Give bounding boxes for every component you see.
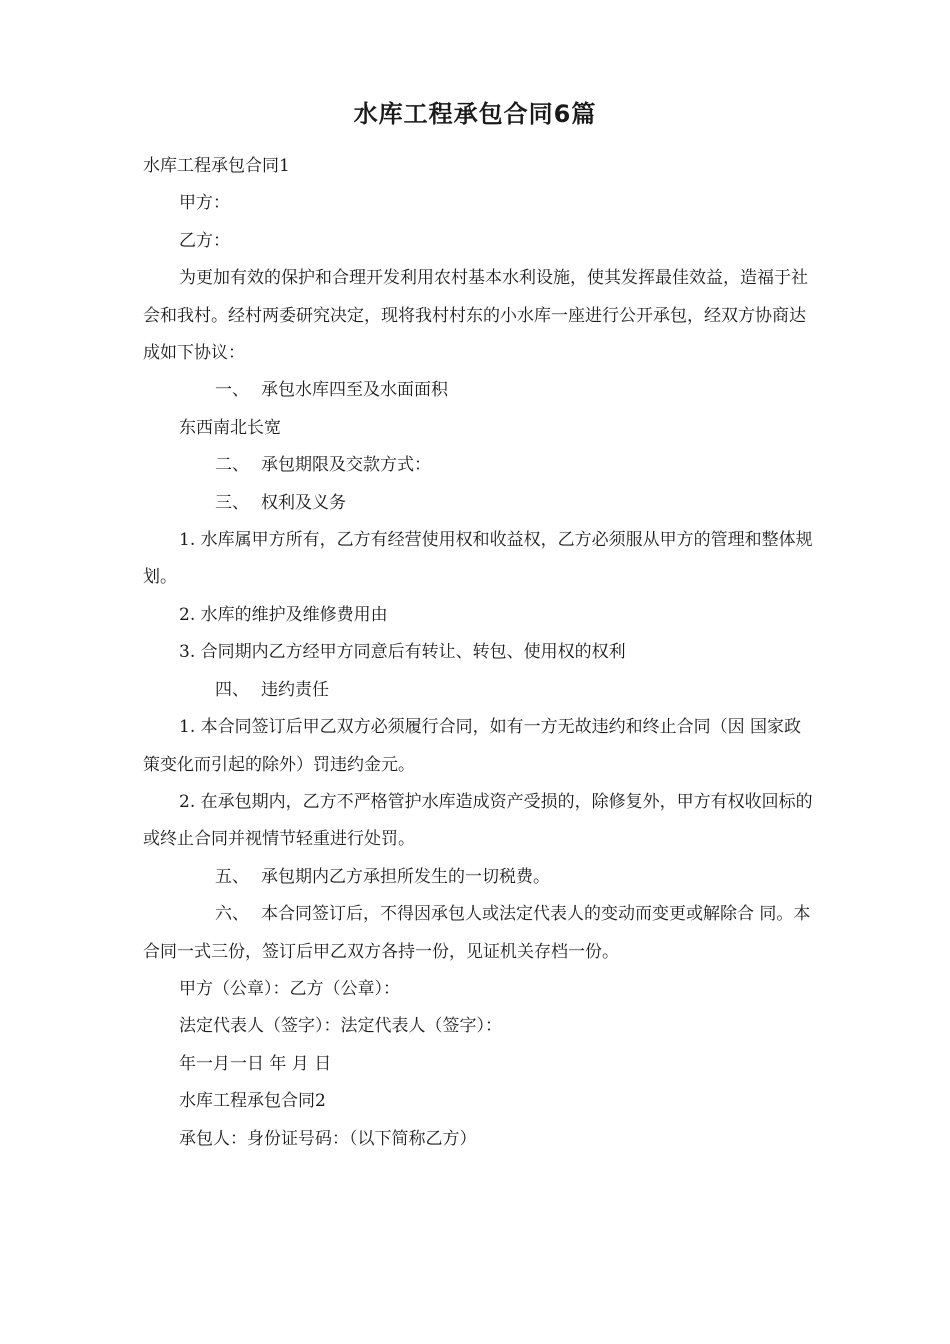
paragraph-text: 为更加有效的保护和合理开发利用农村基本水利设施，使其发挥最佳效益，造福于社会和我村。经村两委研究决定，现将我村村东的小水库一座进行公开承包，经双方协商达成如下协议： (143, 268, 808, 364)
paragraph-text: 2. 水库的维护及维修费用由 (179, 604, 388, 625)
party-a-line (143, 185, 813, 222)
clause-6 (143, 896, 813, 971)
clause-4 (143, 672, 813, 709)
clause-number: 三、 (215, 492, 249, 513)
clause-number: 四、 (215, 679, 249, 700)
sub-item-3-3 (143, 634, 813, 671)
preamble-paragraph (143, 260, 813, 372)
document-body (143, 148, 813, 1158)
paragraph-text: 甲方（公章）：乙方（公章）： (179, 978, 400, 999)
clause-text: 违约责任 (261, 679, 329, 700)
party-b-line (143, 223, 813, 260)
section-heading-2 (143, 1083, 813, 1120)
paragraph-text: 水库工程承包合同2 (179, 1091, 326, 1112)
paragraph-text: 3. 合同期内乙方经甲方同意后有转让、转包、使用权的权利 (179, 642, 626, 663)
paragraph-text: 2. 在承包期内，乙方不严格管护水库造成资产受损的，除修复外，甲方有权收回标的或终止合同并视情节轻重进行处罚。 (143, 791, 813, 850)
signature-line (143, 1008, 813, 1045)
paragraph-text: 法定代表人（签字）：法定代表人（签字）： (179, 1016, 502, 1037)
sub-item-4-2 (143, 784, 813, 859)
paragraph-text: 年一月一日 年 月 日 (179, 1053, 332, 1074)
paragraph-text: 甲方： (179, 193, 230, 214)
document-title: 水库工程承包合同6篇 (353, 100, 597, 128)
sub-item-3-1 (143, 522, 813, 597)
paragraph-text: 承包人：身份证号码：（以下简称乙方） (179, 1128, 477, 1149)
clause-number: 六、 (215, 904, 249, 925)
date-line (143, 1046, 813, 1083)
seal-line (143, 971, 813, 1008)
sub-item-4-1 (143, 709, 813, 784)
clause-text: 权利及义务 (261, 492, 346, 513)
section-heading-1 (143, 148, 813, 185)
paragraph-text: 1. 水库属甲方所有，乙方有经营使用权和收益权，乙方必须服从甲方的管理和整体规划。 (143, 530, 813, 588)
clause-number: 一、 (215, 380, 249, 401)
clause-5 (143, 859, 813, 896)
paragraph-text: 东西南北长宽 (179, 417, 281, 438)
paragraph-text: 水库工程承包合同1 (143, 156, 290, 176)
clause-text: 承包水库四至及水面面积 (261, 380, 448, 401)
clause-text: 承包期内乙方承担所发生的一切税费。 (261, 866, 550, 887)
clause-3 (143, 485, 813, 522)
clause-text: 承包期限及交款方式： (261, 455, 431, 476)
clause-number: 二、 (215, 455, 249, 476)
sub-item-3-2 (143, 597, 813, 634)
clause-number: 五、 (215, 866, 249, 887)
boundary-line (143, 410, 813, 447)
clause-1 (143, 372, 813, 409)
clause-2 (143, 447, 813, 484)
paragraph-text: 乙方： (179, 230, 230, 251)
paragraph-text: 1. 本合同签订后甲乙双方必须履行合同，如有一方无故违约和终止合同（因 国家政策变化而引起的除外）罚违约金元。 (143, 717, 802, 775)
contractor-line (143, 1121, 813, 1158)
clause-text: 本合同签订后，不得因承包人或法定代表人的变动而变更或解除合 同。本合同一式三份，签订后甲乙双方各持一份，见证机关存档一份。 (143, 904, 811, 962)
